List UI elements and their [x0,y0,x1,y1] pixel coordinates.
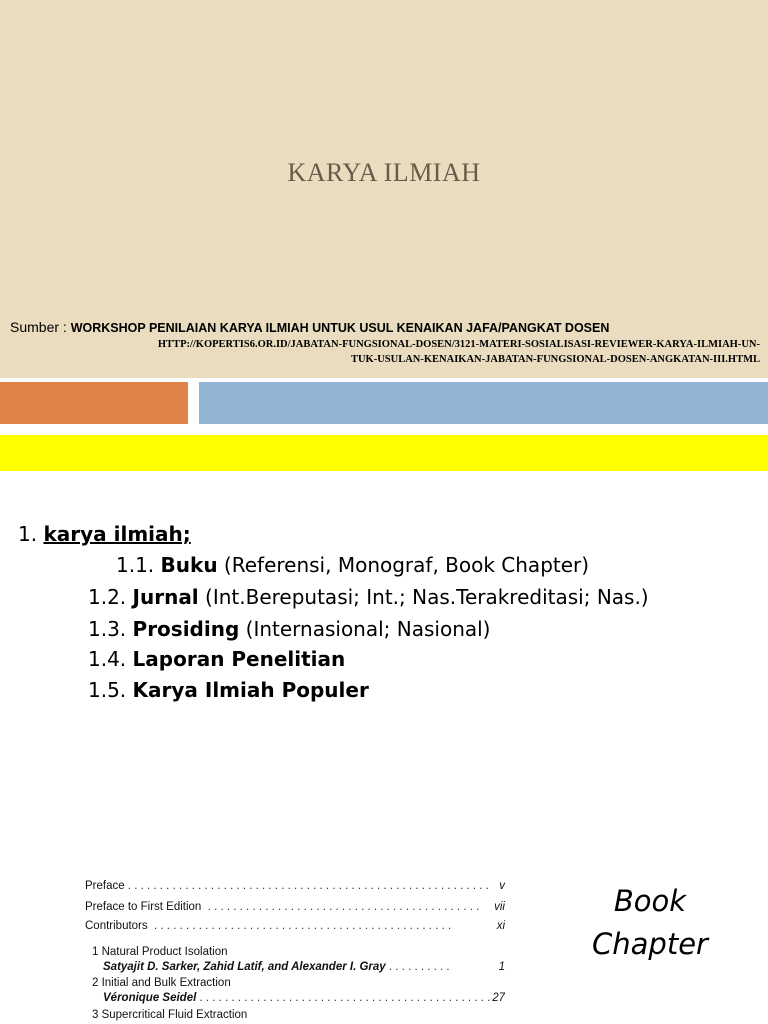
decor-bar-blue [199,382,768,424]
outline-item-1-2: 1.2. Jurnal (Int.Bereputasi; Int.; Nas.Terakreditasi; Nas.) [88,585,649,609]
source-url-line2: TUK-USULAN-KENAIKAN-JABATAN-FUNGSIONAL-DOSEN-ANGKATAN-III.HTML [350,354,760,365]
toc-row: 1 Natural Product Isolation [92,946,228,958]
toc-row: Véronique Seidel . . . . . . . . . . . . . . . . . . . . . . . . . . . . . . . . . . . . . . . . . . . . . . 27 [103,992,505,1004]
outline-item-1-1: 1.1. Buku (Referensi, Monograf, Book Chapter) [116,553,590,577]
toc-row: Preface . . . . . . . . . . . . . . . . . . . . . . . . . . . . . . . . . . . . . . . . . . . . . . . . . . . . . . . . . v [85,880,505,892]
outline-item-1-4: 1.4. Laporan Penelitian [88,647,346,671]
outline-item-1-3: 1.3. Prosiding (Internasional; Nasional) [88,617,491,641]
toc-row: 2 Initial and Bulk Extraction [92,977,231,989]
outline-item-1-5: 1.5. Karya Ilmiah Populer [88,678,369,702]
outline-item-1-label: karya ilmiah; [43,522,191,546]
source-label: Sumber : [10,319,71,335]
toc-row: Contributors . . . . . . . . . . . . . . . . . . . . . . . . . . . . . . . . . . . . . . . . . . . . . . . xi [85,920,505,932]
decor-bar-yellow [0,435,768,471]
slide-header [0,0,768,378]
toc-row: 3 Supercritical Fluid Extraction [92,1009,248,1021]
toc-row: Preface to First Edition . . . . . . . . . . . . . . . . . . . . . . . . . . . . . . . . . . . . . . . . . . . vii [85,901,505,913]
source-citation [10,319,765,335]
slide-title: KARYA ILMIAH [287,158,481,187]
outline-item-1: 1. karya ilmiah; [18,522,191,546]
toc-row: Satyajit D. Sarker, Zahid Latif, and Alexander I. Gray . . . . . . . . . . 1 [103,961,505,973]
book-chapter-caption: Book Chapter [592,884,708,961]
source-text: WORKSHOP PENILAIAN KARYA ILMIAH UNTUK USUL KENAIKAN JAFA/PANGKAT DOSEN [70,321,610,335]
source-url-line1: HTTP://KOPERTIS6.OR.ID/JABATAN-FUNGSIONAL-DOSEN/3121-MATERI-SOSIALISASI-REVIEWER-KARYA-ILMIAH-UN- [157,339,760,350]
decor-bar-orange [0,382,188,424]
source-url [20,337,760,367]
